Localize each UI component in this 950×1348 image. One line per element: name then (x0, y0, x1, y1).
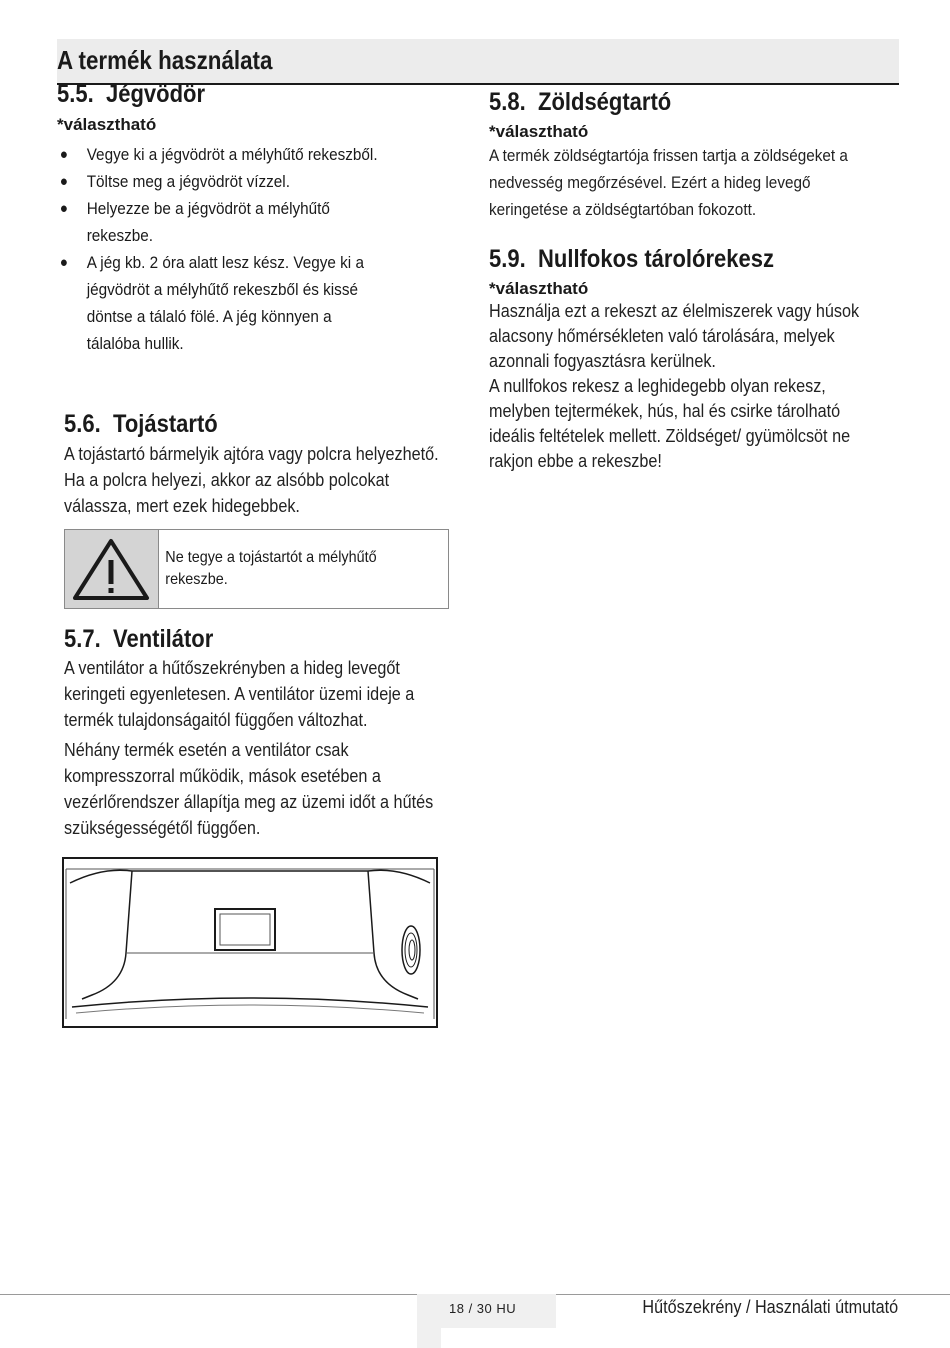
bullet-list (57, 141, 457, 357)
bullet-icon: ● (59, 200, 68, 217)
section-title: Ventilátor (113, 625, 214, 653)
section-5-6 (64, 410, 464, 519)
section-text: Használja ezt a rekeszt az élelmiszerek vagy húsok alacsony hőmérsékleten való tárolására, melyek azonnali fogyasztásra kerülnek. (489, 301, 860, 371)
fridge-fan-illustration (62, 857, 438, 1028)
section-title: Zöldségtartó (538, 88, 672, 116)
footer-page-tab (417, 1328, 441, 1348)
optional-label: *választható (489, 122, 589, 141)
warning-icon-box (65, 530, 159, 608)
section-5-7 (64, 625, 464, 841)
bullet-icon: ● (59, 173, 68, 190)
section-heading (57, 80, 409, 109)
section-text: A termék zöldségtartója frissen tartja a zöldségeket a nedvesség megőrzésével. Ezért a hideg levegő keringetése a zöldségtartóban fokozott. (489, 146, 848, 219)
page-title: A termék használata (57, 45, 273, 75)
section-number: 5.7. (64, 625, 101, 653)
section-heading (64, 625, 416, 654)
bullet-icon: ● (59, 146, 68, 163)
page-number: 18 / 30 HU (449, 1301, 517, 1316)
optional-label: *választható (57, 115, 157, 134)
section-5-5 (57, 80, 457, 357)
optional-label: *választható (489, 279, 589, 298)
section-5-9 (489, 245, 909, 474)
section-5-8 (489, 88, 889, 223)
bullet-icon: ● (59, 254, 68, 271)
list-item: ● Töltse meg a jégvödröt vízzel. (57, 168, 384, 195)
section-number: 5.8. (489, 88, 526, 116)
section-heading (64, 410, 416, 439)
section-title: Tojástartó (113, 410, 218, 438)
section-text: A nullfokos rekesz a leghidegebb olyan rekesz, melyben tejtermékek, hús, hal és csirke tárolható ideális feltételek mellett. Zöldséget/ gyümölcsöt ne rakjon ebbe a rekeszbe! (489, 376, 851, 471)
list-item: ● Helyezze be a jégvödröt a mélyhűtő rekeszbe. (57, 195, 384, 249)
footer-title: Hűtőszekrény / Használati útmutató (642, 1297, 898, 1317)
section-text: A tojástartó bármelyik ajtóra vagy polcra helyezhető. Ha a polcra helyezi, akkor az alsóbb polcokat válassza, mert ezek hidegebbek. (64, 444, 439, 516)
warning-text: Ne tegye a tojástartót a mélyhűtő rekeszbe. (164, 549, 377, 588)
right-column (489, 88, 889, 223)
section-text: Néhány termék esetén a ventilátor csak kompresszorral működik, mások esetében a vezérlőrendszer állapítja meg az üzemi időt a hűtés szükségességétől függően. (64, 740, 434, 838)
list-item: ● A jég kb. 2 óra alatt lesz kész. Vegye ki a jégvödröt a mélyhűtő rekeszből és kissé döntse a tálaló fölé. A jég könnyen a tálalóba hullik. (57, 249, 384, 357)
warning-box (64, 529, 449, 609)
section-title: Jégvödör (106, 80, 206, 108)
list-item: ● Vegye ki a jégvödröt a mélyhűtő rekeszből. (57, 141, 384, 168)
section-number: 5.9. (489, 245, 526, 273)
left-column (57, 80, 457, 357)
warning-triangle-icon (71, 536, 151, 602)
section-heading (489, 88, 841, 117)
section-number: 5.6. (64, 410, 101, 438)
section-title: Nullfokos tárolórekesz (538, 245, 774, 273)
section-heading (489, 245, 859, 274)
section-number: 5.5. (57, 80, 94, 108)
section-text: A ventilátor a hűtőszekrényben a hideg levegőt keringeti egyenletesen. A ventilátor üzemi ideje a termék tulajdonságaitól függően változhat. (64, 658, 415, 730)
